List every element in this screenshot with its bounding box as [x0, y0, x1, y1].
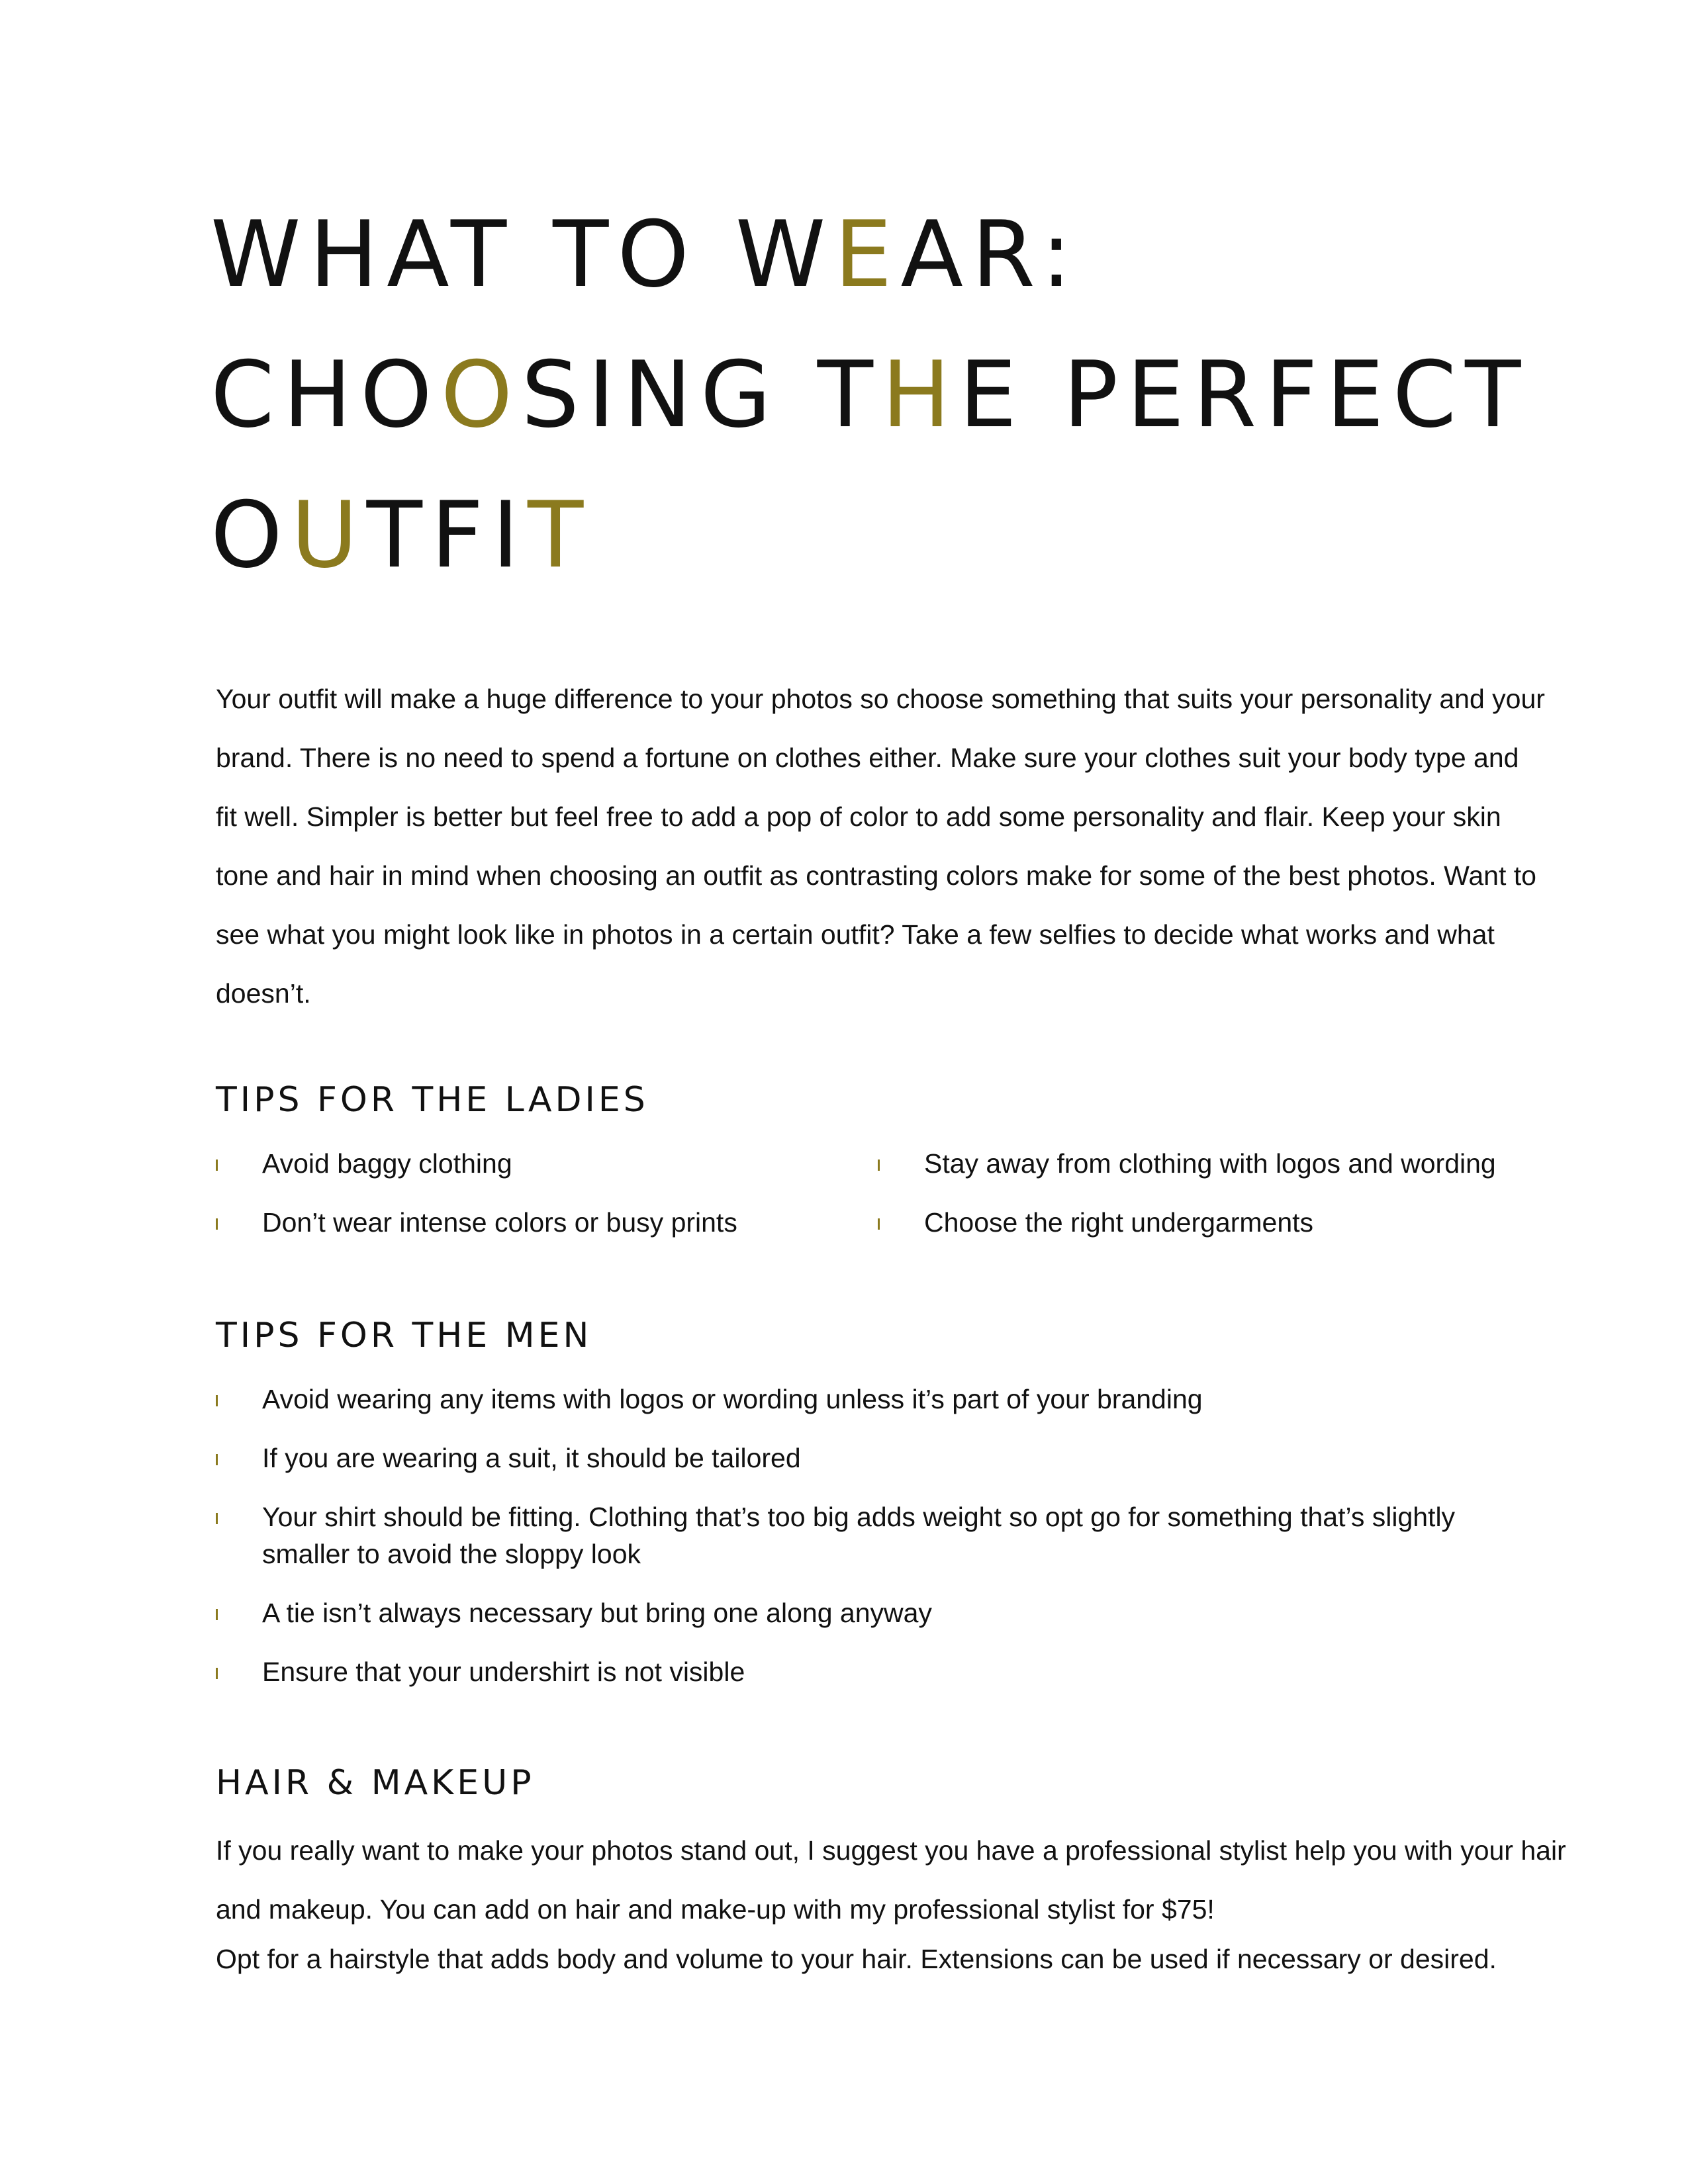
bullet-marker-icon	[216, 1395, 218, 1406]
title-segment: SING T	[521, 341, 882, 448]
list-item	[878, 1204, 1540, 1241]
list-item-text: A tie isn’t always necessary but bring one along anyway	[262, 1598, 932, 1628]
list-item	[216, 1498, 1533, 1572]
page-title	[211, 199, 1534, 619]
hairstyle-note: Opt for a hairstyle that adds body and volume to your hair. Extensions can be used if necessary or desired.	[216, 1944, 1497, 1974]
bullet-marker-icon	[216, 1160, 218, 1171]
bullet-marker-icon	[878, 1218, 880, 1230]
list-item-text: If you are wearing a suit, it should be tailored	[262, 1443, 801, 1473]
title-segment: O	[211, 482, 291, 588]
hair-makeup-paragraph: If you really want to make your photos stand out, I suggest you have a professional stylist help you with your hair and makeup. You can add on hair and make-up with my professional stylist for $75!	[216, 1835, 1566, 1925]
list-item-text: Don’t wear intense colors or busy prints	[262, 1207, 737, 1238]
title-segment: E PERFECT	[959, 341, 1530, 448]
title-accent-letter: T	[528, 482, 592, 588]
men-heading: TIPS FOR THE MEN	[216, 1316, 592, 1355]
title-segment: CHO	[211, 341, 441, 448]
list-item-text: Avoid wearing any items with logos or wording unless it’s part of your branding	[262, 1384, 1203, 1414]
title-segment: WHAT TO W	[211, 201, 835, 308]
title-segment: TFI	[366, 482, 528, 588]
list-item	[216, 1145, 838, 1182]
bullet-marker-icon	[878, 1160, 880, 1171]
title-line-3	[211, 479, 1534, 619]
list-item	[216, 1204, 838, 1241]
bullet-marker-icon	[216, 1668, 218, 1679]
bullet-marker-icon	[216, 1609, 218, 1620]
bullet-marker-icon	[216, 1454, 218, 1465]
list-item	[216, 1594, 1533, 1631]
bullet-marker-icon	[216, 1218, 218, 1230]
bullet-marker-icon	[216, 1513, 218, 1524]
list-item	[216, 1381, 1533, 1418]
title-accent-letter: U	[291, 482, 367, 588]
list-item-text: Ensure that your undershirt is not visible	[262, 1657, 745, 1687]
intro-paragraph: Your outfit will make a huge difference to your photos so choose something that suits your personality and your brand. There is no need to spend a fortune on clothes either. Make sure your clothes suit your body type and fit well. Simpler is better but feel free to add a pop of color to add some personality and flair. Keep your skin tone and hair in mind when choosing an outfit as contrasting colors make for some of the best photos. Want to see what you might look like in photos in a certain outfit? Take a few selfies to decide what works and what doesn’t.	[216, 684, 1545, 1009]
ladies-heading: TIPS FOR THE LADIES	[216, 1080, 649, 1120]
title-accent-letter: H	[882, 341, 959, 448]
list-item	[216, 1439, 1533, 1477]
title-line-1	[211, 199, 1534, 339]
list-item	[878, 1145, 1540, 1182]
ladies-tips-list-right	[878, 1145, 1540, 1263]
list-item-text: Choose the right undergarments	[924, 1207, 1314, 1238]
men-tips-list	[216, 1381, 1533, 1712]
list-item	[216, 1653, 1533, 1690]
title-accent-letter: O	[440, 341, 522, 448]
title-accent-letter: E	[834, 201, 901, 308]
title-segment: AR:	[900, 201, 1081, 308]
list-item-text: Your shirt should be fitting. Clothing that’s too big adds weight so opt go for something that’s slightly smaller to avoid the sloppy look	[262, 1502, 1456, 1569]
list-item-text: Avoid baggy clothing	[262, 1148, 512, 1179]
list-item-text: Stay away from clothing with logos and wording	[924, 1148, 1496, 1179]
title-line-2	[211, 339, 1534, 479]
hair-makeup-heading: HAIR & MAKEUP	[216, 1763, 535, 1803]
ladies-tips-list-left	[216, 1145, 838, 1263]
